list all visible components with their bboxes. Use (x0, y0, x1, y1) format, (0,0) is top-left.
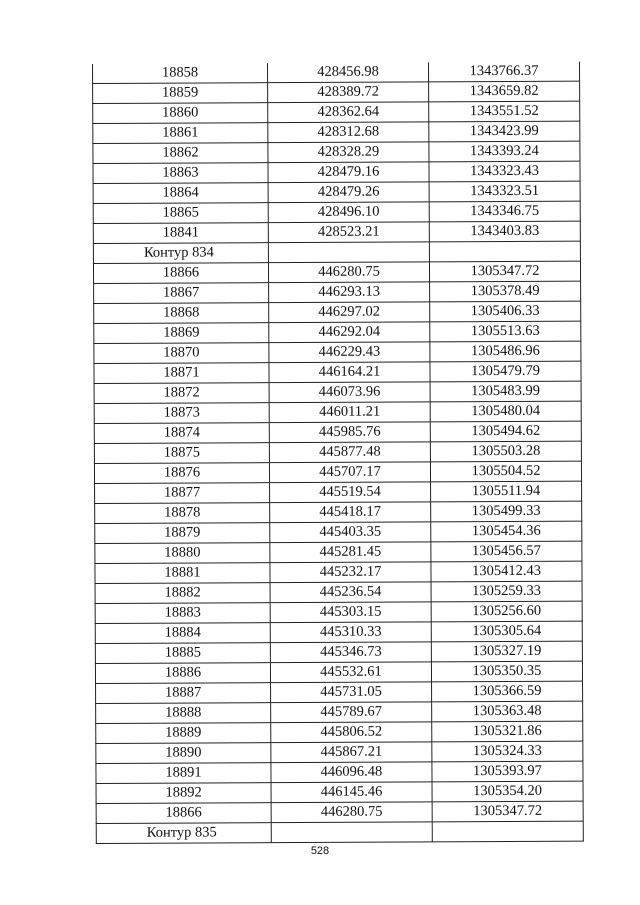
y-coordinate-cell: 1305347.72 (432, 801, 583, 822)
y-coordinate-cell: 1305393.97 (432, 761, 583, 782)
x-coordinate-cell: 428523.21 (268, 222, 429, 243)
y-coordinate-cell: 1305454.36 (431, 521, 582, 542)
x-coordinate-cell: 445310.33 (270, 622, 431, 643)
point-number-cell: 18884 (95, 623, 270, 644)
y-coordinate-cell: 1305511.94 (431, 481, 582, 502)
y-coordinate-cell: 1305363.48 (432, 701, 583, 722)
contour-label: Контур 834 (93, 243, 268, 264)
table-row (93, 101, 580, 123)
x-coordinate-cell: 428479.26 (268, 182, 429, 203)
page-number: 528 (310, 845, 330, 857)
point-number-cell: 18866 (93, 263, 268, 284)
empty-cell (432, 821, 583, 842)
table-row (92, 62, 579, 84)
x-coordinate-cell: 428389.72 (268, 82, 429, 103)
y-coordinate-cell: 1305256.60 (431, 601, 582, 622)
y-coordinate-cell: 1305354.20 (432, 781, 583, 802)
y-coordinate-cell: 1305456.57 (431, 541, 582, 562)
contour-label: Контур 835 (96, 823, 271, 844)
x-coordinate-cell: 445877.48 (269, 442, 430, 463)
table-row (96, 781, 583, 803)
y-coordinate-cell: 1305494.62 (430, 421, 581, 442)
point-number-cell: 18871 (94, 363, 269, 384)
y-coordinate-cell: 1305486.96 (430, 341, 581, 362)
table-row (93, 121, 580, 143)
y-coordinate-cell: 1343323.43 (429, 161, 580, 182)
x-coordinate-cell: 446297.02 (269, 302, 430, 323)
point-number-cell: 18862 (93, 143, 268, 164)
x-coordinate-cell: 445867.21 (271, 742, 432, 763)
point-number-cell: 18869 (94, 323, 269, 344)
y-coordinate-cell: 1305480.04 (430, 401, 581, 422)
table-row (94, 441, 581, 463)
table-row (93, 81, 580, 103)
point-number-cell: 18879 (95, 523, 270, 544)
point-number-cell: 18874 (94, 423, 269, 444)
point-number-cell: 18875 (94, 443, 269, 464)
point-number-cell: 18858 (92, 63, 267, 83)
y-coordinate-cell: 1305321.86 (432, 721, 583, 742)
x-coordinate-cell: 445707.17 (269, 462, 430, 483)
x-coordinate-cell: 445806.52 (271, 722, 432, 743)
contour-header-row (96, 821, 583, 843)
table-row (94, 421, 581, 443)
x-coordinate-cell: 446293.13 (269, 282, 430, 303)
x-coordinate-cell: 428328.29 (268, 142, 429, 163)
point-number-cell: 18868 (94, 303, 269, 324)
point-number-cell: 18870 (94, 343, 269, 364)
table-row (96, 681, 583, 703)
table-row (95, 501, 582, 523)
empty-cell (271, 822, 432, 843)
y-coordinate-cell: 1305412.43 (431, 561, 582, 582)
y-coordinate-cell: 1343423.99 (429, 121, 580, 142)
point-number-cell: 18866 (96, 803, 271, 824)
y-coordinate-cell: 1305366.59 (432, 681, 583, 702)
coordinates-table-body (92, 62, 583, 844)
point-number-cell: 18861 (93, 123, 268, 144)
y-coordinate-cell: 1343346.75 (429, 201, 580, 222)
point-number-cell: 18865 (93, 203, 268, 224)
table-row (96, 761, 583, 783)
x-coordinate-cell: 446011.21 (269, 402, 430, 423)
point-number-cell: 18891 (96, 763, 271, 784)
coordinates-table (92, 62, 584, 844)
x-coordinate-cell: 446073.96 (269, 382, 430, 403)
y-coordinate-cell: 1343393.24 (429, 141, 580, 162)
point-number-cell: 18867 (94, 283, 269, 304)
y-coordinate-cell: 1343766.37 (428, 62, 579, 82)
point-number-cell: 18882 (95, 583, 270, 604)
table-row (95, 601, 582, 623)
point-number-cell: 18863 (93, 163, 268, 184)
table-row (95, 561, 582, 583)
table-row (93, 141, 580, 163)
point-number-cell: 18876 (94, 463, 269, 484)
point-number-cell: 18883 (95, 603, 270, 624)
table-row (94, 301, 581, 323)
empty-cell (429, 241, 580, 262)
x-coordinate-cell: 428312.68 (268, 122, 429, 143)
point-number-cell: 18889 (96, 723, 271, 744)
y-coordinate-cell: 1305324.33 (432, 741, 583, 762)
y-coordinate-cell: 1305479.79 (430, 361, 581, 382)
point-number-cell: 18877 (95, 483, 270, 504)
contour-header-row (93, 241, 580, 263)
y-coordinate-cell: 1305347.72 (429, 261, 580, 282)
x-coordinate-cell: 428496.10 (268, 202, 429, 223)
table-row (95, 641, 582, 663)
point-number-cell: 18888 (96, 703, 271, 724)
y-coordinate-cell: 1305378.49 (430, 281, 581, 302)
point-number-cell: 18887 (96, 683, 271, 704)
y-coordinate-cell: 1305504.52 (430, 461, 581, 482)
x-coordinate-cell: 445346.73 (270, 642, 431, 663)
point-number-cell: 18860 (93, 103, 268, 124)
table-row (95, 541, 582, 563)
y-coordinate-cell: 1343659.82 (429, 81, 580, 102)
y-coordinate-cell: 1305305.64 (431, 621, 582, 642)
y-coordinate-cell: 1305483.99 (430, 381, 581, 402)
table-row (94, 341, 581, 363)
table-row (93, 201, 580, 223)
x-coordinate-cell: 445789.67 (271, 702, 432, 723)
point-number-cell: 18881 (95, 563, 270, 584)
x-coordinate-cell: 428456.98 (267, 62, 428, 82)
x-coordinate-cell: 445236.54 (270, 582, 431, 603)
x-coordinate-cell: 428362.64 (268, 102, 429, 123)
table-row (94, 381, 581, 403)
x-coordinate-cell: 446145.46 (271, 782, 432, 803)
y-coordinate-cell: 1305259.33 (431, 581, 582, 602)
table-row (96, 801, 583, 823)
x-coordinate-cell: 445232.17 (270, 562, 431, 583)
point-number-cell: 18872 (94, 383, 269, 404)
x-coordinate-cell: 445418.17 (270, 502, 431, 523)
y-coordinate-cell: 1305503.28 (430, 441, 581, 462)
x-coordinate-cell: 446292.04 (269, 322, 430, 343)
table-row (94, 281, 581, 303)
point-number-cell: 18880 (95, 543, 270, 564)
x-coordinate-cell: 445532.61 (270, 662, 431, 683)
table-row (93, 161, 580, 183)
table-row (93, 221, 580, 243)
x-coordinate-cell: 446164.21 (269, 362, 430, 383)
y-coordinate-cell: 1343323.51 (429, 181, 580, 202)
point-number-cell: 18890 (96, 743, 271, 764)
table-row (96, 701, 583, 723)
x-coordinate-cell: 428479.16 (268, 162, 429, 183)
x-coordinate-cell: 446280.75 (271, 802, 432, 823)
point-number-cell: 18878 (95, 503, 270, 524)
x-coordinate-cell: 445985.76 (269, 422, 430, 443)
x-coordinate-cell: 446280.75 (268, 262, 429, 283)
table-row (95, 521, 582, 543)
empty-cell (268, 242, 429, 263)
x-coordinate-cell: 445281.45 (270, 542, 431, 563)
point-number-cell: 18885 (95, 643, 270, 664)
x-coordinate-cell: 445731.05 (271, 682, 432, 703)
x-coordinate-cell: 446229.43 (269, 342, 430, 363)
table-row (95, 581, 582, 603)
x-coordinate-cell: 445303.15 (270, 602, 431, 623)
y-coordinate-cell: 1343403.83 (429, 221, 580, 242)
table-row (94, 361, 581, 383)
y-coordinate-cell: 1305327.19 (431, 641, 582, 662)
table-row (96, 741, 583, 763)
y-coordinate-cell: 1305499.33 (431, 501, 582, 522)
x-coordinate-cell: 445403.35 (270, 522, 431, 543)
table-row (95, 481, 582, 503)
y-coordinate-cell: 1305513.63 (430, 321, 581, 342)
table-row (95, 621, 582, 643)
x-coordinate-cell: 446096.48 (271, 762, 432, 783)
point-number-cell: 18841 (93, 223, 268, 244)
y-coordinate-cell: 1305406.33 (430, 301, 581, 322)
point-number-cell: 18873 (94, 403, 269, 424)
table-row (96, 721, 583, 743)
table-row (93, 181, 580, 203)
table-row (93, 261, 580, 283)
point-number-cell: 18886 (95, 663, 270, 684)
table-row (94, 401, 581, 423)
x-coordinate-cell: 445519.54 (270, 482, 431, 503)
point-number-cell: 18859 (93, 83, 268, 104)
point-number-cell: 18892 (96, 783, 271, 804)
table-row (94, 321, 581, 343)
y-coordinate-cell: 1343551.52 (429, 101, 580, 122)
y-coordinate-cell: 1305350.35 (431, 661, 582, 682)
point-number-cell: 18864 (93, 183, 268, 204)
table-row (94, 461, 581, 483)
table-row (95, 661, 582, 683)
